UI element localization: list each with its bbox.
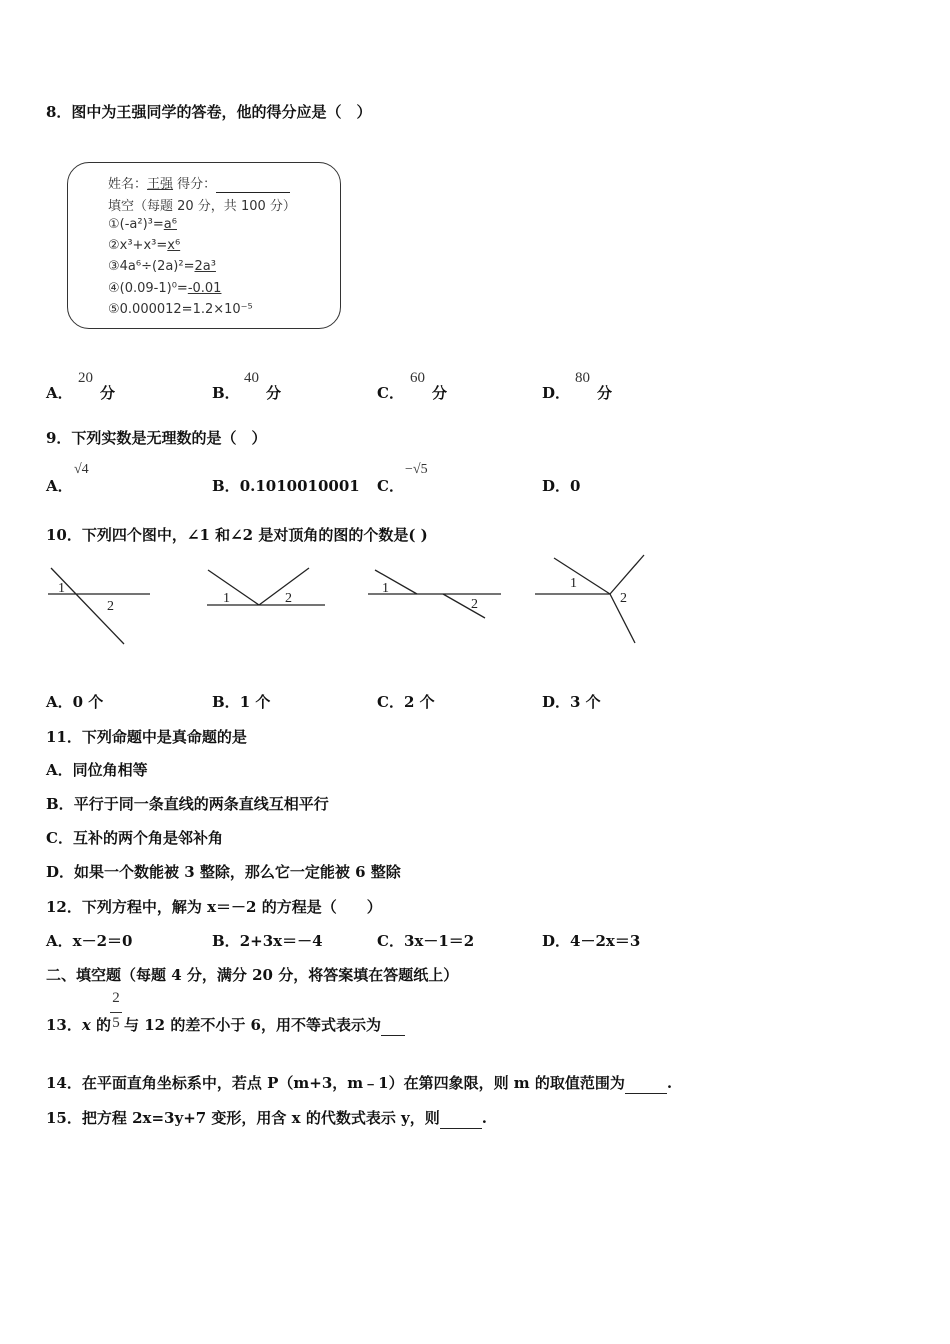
card-item-3: ③4a⁶÷(2a)²=2a³ [108, 259, 216, 274]
q13-suffix: 与 12 的差不小于 6，用不等式表示为 [124, 1015, 405, 1036]
card-instruction: 填空（每题 20 分，共 100 分） [108, 199, 296, 214]
q11-option-a[interactable]: A．同位角相等 [46, 761, 148, 779]
fig1-label-1: 1 [58, 581, 65, 596]
q15-answer-blank[interactable] [440, 1108, 482, 1129]
q9-option-a-text: √4 [74, 462, 89, 477]
q12-option-a[interactable]: A．x－2＝0 [46, 932, 133, 950]
fig2-line-left [208, 570, 259, 605]
q10-stem: 10．下列四个图中，∠1 和∠2 是对顶角的图的个数是( ) [46, 526, 428, 544]
card-item-4: ④(0.09-1)⁰=-0.01 [108, 281, 222, 296]
q9-stem: 9．下列实数是无理数的是（ ） [46, 429, 267, 447]
q8-option-d[interactable]: D． [542, 384, 571, 402]
q10-option-b[interactable]: B．1 个 [212, 693, 271, 711]
q13-frac-den: 5 [112, 1015, 120, 1031]
q8-option-a-num: 20 [78, 370, 93, 386]
q10-figure-4 [532, 552, 652, 648]
card-item-5: ⑤0.000012=1.2×10⁻⁵ [108, 302, 253, 317]
answer-sheet-card [67, 162, 341, 329]
fig2-label-1: 1 [223, 591, 230, 606]
q10-option-d[interactable]: D．3 个 [542, 693, 601, 711]
q14-stem: 14．在平面直角坐标系中，若点 P（m+3，m﹣1）在第四象限，则 m 的取值范围为 . [46, 1074, 673, 1092]
q10-option-a[interactable]: A．0 个 [46, 693, 104, 711]
q10-option-c[interactable]: C．2 个 [377, 693, 435, 711]
section-2-heading: 二、填空题（每题 4 分，满分 20 分，将答案填在答题纸上） [46, 966, 459, 984]
fig4-line-upper-right [610, 555, 644, 594]
fig3-label-2: 2 [471, 597, 478, 612]
q13-frac-num: 2 [112, 990, 120, 1006]
q8-option-a[interactable]: A． [46, 384, 73, 402]
q10-figure-2 [205, 560, 330, 615]
card-name-label: 姓名： [108, 177, 148, 192]
q15-stem: 15．把方程 2x=3y+7 变形，用含 x 的代数式表示 y，则 . [46, 1109, 487, 1127]
q14-answer-blank[interactable] [625, 1073, 667, 1094]
q9-option-c-text: −√5 [405, 462, 428, 477]
card-item-2: ②x³+x³=x⁶ [108, 238, 181, 253]
q8-option-c[interactable]: C． [377, 384, 404, 402]
q8-option-b[interactable]: B． [212, 384, 240, 402]
q12-option-c[interactable]: C．3x－1＝2 [377, 932, 475, 950]
q8-option-b-unit: 分 [266, 384, 282, 402]
q12-option-b[interactable]: B．2+3x＝－4 [212, 932, 323, 950]
fig4-line-upper-left [554, 558, 610, 594]
fig3-label-1: 1 [382, 581, 389, 596]
q10-figure-1 [46, 560, 156, 650]
fig4-label-1: 1 [570, 576, 577, 591]
q8-stem: 8．图中为王强同学的答卷，他的得分应是（ ） [46, 103, 372, 121]
q11-stem: 11．下列命题中是真命题的是 [46, 728, 247, 746]
card-item-1: ①(-a²)³=a⁶ [108, 217, 177, 232]
fig2-label-2: 2 [285, 591, 292, 606]
q12-stem: 12．下列方程中，解为 x＝－2 的方程是（ ） [46, 898, 382, 916]
q11-option-c[interactable]: C．互补的两个角是邻补角 [46, 829, 223, 847]
card-score-label: 得分： [173, 177, 217, 192]
fig3-line-lower [443, 594, 485, 618]
q13-frac-bar [110, 1012, 122, 1013]
card-score-blank [216, 177, 290, 193]
q9-option-a[interactable]: A． [46, 477, 73, 495]
q8-option-b-num: 40 [244, 370, 259, 386]
fig1-label-2: 2 [107, 599, 114, 614]
q10-figure-3 [365, 560, 505, 625]
q13-prefix: 13．x 的 [46, 1016, 112, 1034]
q9-option-d[interactable]: D．0 [542, 477, 581, 495]
q11-option-b[interactable]: B．平行于同一条直线的两条直线互相平行 [46, 795, 329, 813]
q8-option-d-num: 80 [575, 370, 590, 386]
q8-option-a-unit: 分 [100, 384, 116, 402]
q8-option-d-unit: 分 [597, 384, 613, 402]
q11-option-d[interactable]: D．如果一个数能被 3 整除，那么它一定能被 6 整除 [46, 863, 401, 881]
q13-answer-blank[interactable] [381, 1015, 405, 1036]
q8-option-c-num: 60 [410, 370, 425, 386]
q9-option-b[interactable]: B．0.1010010001 [212, 477, 360, 495]
card-name-value: 王强 [147, 177, 174, 192]
q12-option-d[interactable]: D．4－2x＝3 [542, 932, 641, 950]
fig4-label-2: 2 [620, 591, 627, 606]
q9-option-c[interactable]: C． [377, 477, 404, 495]
fig2-line-right [259, 568, 309, 605]
card-name-row [108, 173, 290, 193]
q8-option-c-unit: 分 [432, 384, 448, 402]
